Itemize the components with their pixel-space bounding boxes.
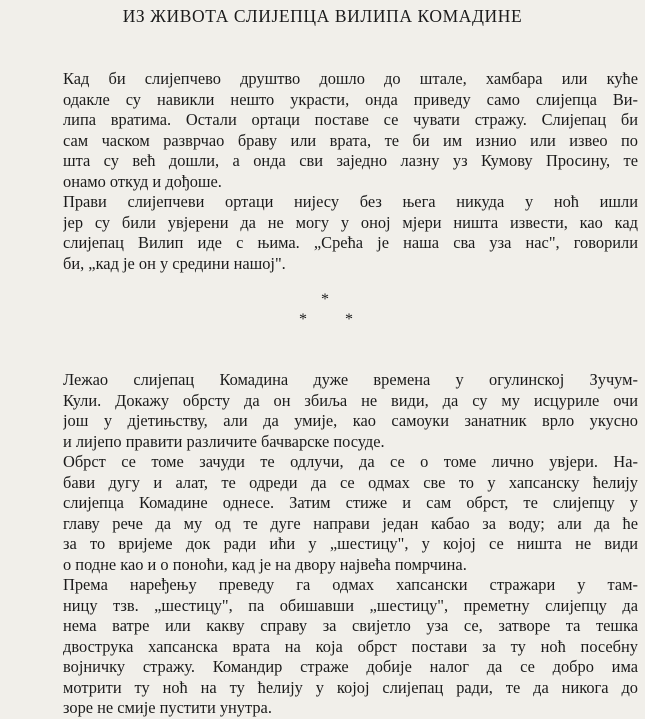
text-line: Кули. Докажу обрсту да он збиља не види, да су му исцуриле очи [63,390,638,410]
paragraph [63,452,638,575]
text-line: за то вријеме док ради ићи у „шестицу", у којој се ништа не види [63,534,638,553]
paragraph [63,192,638,274]
text-line: сам часком разврчао браву или врата, те би им изнио или извео по [63,130,638,150]
text-line: слијепца Комадине однесе. Затим стиже и сам обрст, те слијепцу у [63,493,638,512]
text-line: и лијепо правити различите бачварске посуде. [63,431,385,451]
text-line: одакле су навикли нешто украсти, онда приведу само слијепца Ви- [63,89,638,109]
separator-star: * [299,311,307,328]
document-title: ИЗ ЖИВОТА СЛИЈЕПЦА ВИЛИПА КОМАДИНЕ [122,6,523,26]
paragraph [63,370,638,452]
document-body [63,69,638,719]
text-line: главу рече да му од те дуге направи један кабао за воду; али да ће [63,513,638,533]
text-line: онамо откуд и дођоше. [63,171,222,191]
text-line: липа вратима. Остали ортаци поставе се чувати стражу. Слијепац би [63,110,638,129]
text-line: мотрити ту ноћ на ту ћелију у којој слијепац ради, те да никога до [63,677,638,697]
text-line: војничку стражу. Командир страже добије налог да се добро има [63,657,638,676]
separator-star: * [345,311,353,328]
text-line: Обрст се томе зачуди те одлучи, да се о томе лично увјери. На- [63,452,638,471]
text-line: слијепац Вилип иде с њима. „Срећа је наша сва уза нас", говорили [63,233,638,252]
text-line: јер су били увјерени да не могу у оној мјери ништа извести, као кад [63,212,638,232]
text-line: нема ватре или какву справу за свијетло уза се, затворе та тешка [63,616,638,635]
section-separator [63,292,638,348]
text-line: зоре не смије пустити унутра. [63,698,272,717]
text-line: Према наређењу преведу га одмах хапсански стражари у там- [63,575,638,594]
text-line: још у дјетињству, али да умије, као самоуки занатник врло укусно [63,411,638,430]
section-2 [63,370,638,719]
separator-star: * [321,291,329,308]
text-line: ницу тзв. „шестицу", па обишавши „шестицу", преметну слијепцу да [63,595,638,615]
text-line: бави дугу и алат, те одреди да се одмах све то у хапсанску ћелију [63,472,638,492]
text-line: Прави слијепчеви ортаци нијесу без њега никуда у ноћ ишли [63,192,638,211]
section-1 [63,69,638,274]
text-line: двострука хапсанска врата на која обрст постави за ту ноћ посебну [63,636,638,656]
text-line: Кад би слијепчево друштво дошло до штале, хамбара или куће [63,69,638,88]
paragraph [63,575,638,719]
text-line: Лежао слијепац Комадина дуже времена у огулинској Зучум- [63,370,638,389]
paragraph [63,69,638,192]
text-line: шта су већ дошли, а онда сви заједно лазну уз Кумову Просину, те [63,151,638,170]
text-line: би, „кад је он у средини нашој". [63,253,286,273]
text-line: о подне као и о поноћи, кад је на двору највећа помрчина. [63,554,467,574]
